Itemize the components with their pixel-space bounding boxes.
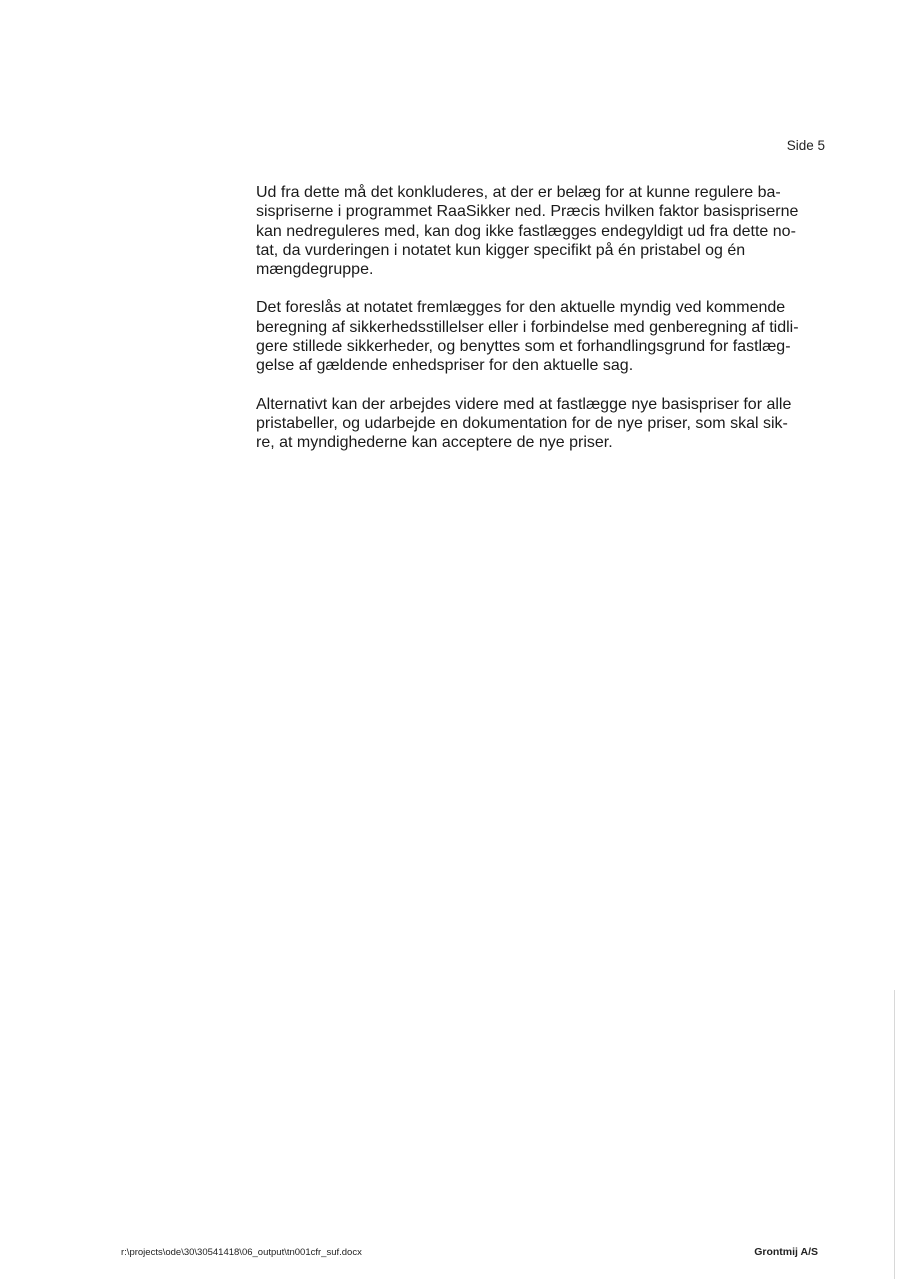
text-line: kan nedreguleres med, kan dog ikke fastlægges endegyldigt ud fra dette no- <box>256 222 796 240</box>
page-number: Side 5 <box>786 138 825 153</box>
paragraph-alternative <box>256 395 826 453</box>
footer-company-name: Grontmij A/S <box>754 1246 818 1258</box>
text-line: Det foreslås at notatet fremlægges for den aktuelle myndig ved kommende <box>256 299 786 317</box>
text-line: gelse af gældende enhedspriser for den aktuelle sag. <box>256 357 634 375</box>
text-line: Alternativt kan der arbejdes videre med at fastlægge nye basispriser for alle <box>256 395 792 413</box>
text-line: Ud fra dette må det konkluderes, at der er belæg for at kunne regulere ba- <box>256 184 781 201</box>
text-line: pristabeller, og udarbejde en dokumentation for de nye priser, som skal sik- <box>256 414 788 432</box>
text-line: mængdegruppe. <box>256 261 374 279</box>
paragraph-proposal <box>256 298 826 375</box>
text-line: gere stillede sikkerheder, og benyttes som et forhandlingsgrund for fastlæg- <box>256 338 791 356</box>
footer-file-path: r:\projects\ode\30\30541418\06_output\tn001cfr_suf.docx <box>121 1247 362 1258</box>
document-body <box>256 183 826 472</box>
scan-edge-line <box>894 990 895 1279</box>
text-line: tat, da vurderingen i notatet kun kigger specifikt på én pristabel og én <box>256 241 746 259</box>
text-line: sispriserne i programmet RaaSikker ned. Præcis hvilken faktor basispriserne <box>256 203 799 221</box>
text-line: beregning af sikkerhedsstillelser eller i forbindelse med genberegning af tidli- <box>256 318 799 336</box>
text-line: re, at myndighederne kan acceptere de nye priser. <box>256 434 613 452</box>
paragraph-conclusion <box>256 183 826 279</box>
